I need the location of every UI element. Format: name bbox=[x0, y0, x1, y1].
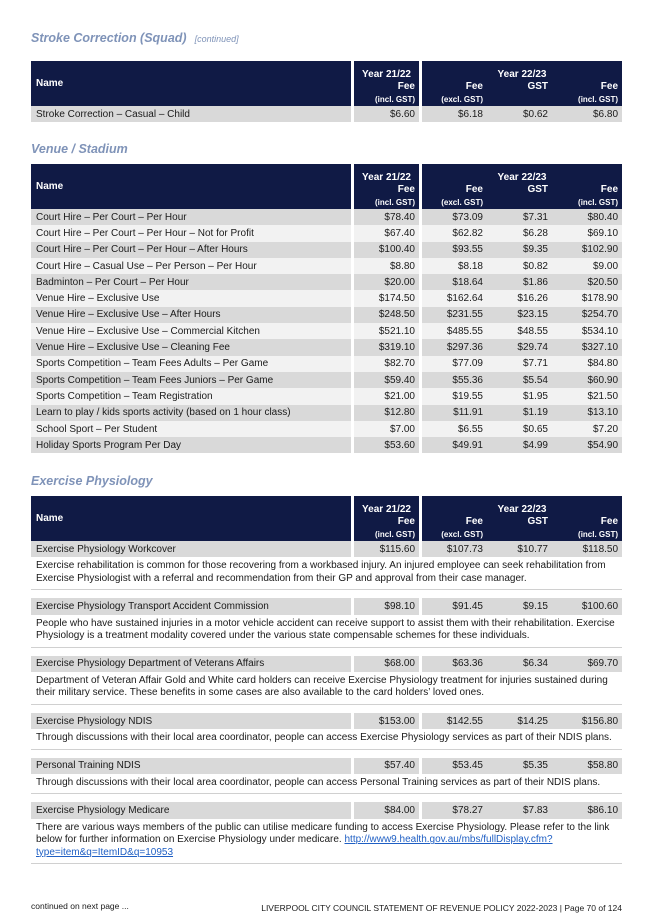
fee-table-exercise-physiology bbox=[31, 496, 622, 864]
gst-amount: $0.82 bbox=[487, 258, 552, 274]
table-row bbox=[31, 598, 622, 614]
fee-incl-gst-prev: $53.60 bbox=[351, 437, 419, 453]
header-gst: GST bbox=[487, 515, 552, 541]
fee-excl-gst: $55.36 bbox=[419, 372, 487, 388]
fee-incl-gst-prev: $57.40 bbox=[351, 758, 419, 774]
table-row bbox=[31, 225, 622, 241]
description-row bbox=[31, 615, 622, 648]
table-row bbox=[31, 290, 622, 306]
gst-amount: $1.19 bbox=[487, 405, 552, 421]
fee-excl-gst: $93.55 bbox=[419, 242, 487, 258]
row-name: Holiday Sports Program Per Day bbox=[31, 437, 351, 453]
table-row bbox=[31, 356, 622, 372]
fee-incl-gst: $9.00 bbox=[552, 258, 622, 274]
header-excl-gst: (excl. GST) bbox=[441, 198, 483, 207]
header-fee-excl bbox=[419, 183, 487, 209]
table-row bbox=[31, 388, 622, 404]
description-text: Through discussions with their local area coordinator, people can access Exercise Physiology services as part of their NDIS plans. bbox=[36, 732, 612, 744]
fee-excl-gst: $62.82 bbox=[419, 225, 487, 241]
fee-incl-gst-prev: $174.50 bbox=[351, 290, 419, 306]
fee-incl-gst-prev: $21.00 bbox=[351, 388, 419, 404]
fee-incl-gst: $156.80 bbox=[552, 713, 622, 729]
fee-incl-gst-prev: $7.00 bbox=[351, 421, 419, 437]
row-name: Venue Hire – Exclusive Use – Commercial Kitchen bbox=[31, 323, 351, 339]
section-title-text: Stroke Correction (Squad) bbox=[31, 31, 187, 45]
fee-excl-gst: $63.36 bbox=[419, 656, 487, 672]
section-title-exercise-physiology bbox=[31, 474, 153, 488]
fee-incl-gst-prev: $521.10 bbox=[351, 323, 419, 339]
table-row bbox=[31, 242, 622, 258]
header-gst: GST bbox=[487, 80, 552, 106]
header-fee-incl bbox=[552, 80, 622, 106]
row-spacer-cell bbox=[31, 648, 622, 656]
fee-excl-gst: $297.36 bbox=[419, 339, 487, 355]
fee-incl-gst-prev: $20.00 bbox=[351, 274, 419, 290]
fee-incl-gst-prev: $319.10 bbox=[351, 339, 419, 355]
row-spacer bbox=[31, 590, 622, 598]
fee-incl-gst: $58.80 bbox=[552, 758, 622, 774]
row-name: Court Hire – Per Court – Per Hour – After Hours bbox=[31, 242, 351, 258]
header-fee-label: Fee bbox=[397, 81, 415, 92]
continued-label: [continued] bbox=[194, 34, 239, 44]
gst-amount: $16.26 bbox=[487, 290, 552, 306]
header-fee-label: Fee bbox=[600, 516, 619, 527]
row-name: Personal Training NDIS bbox=[31, 758, 351, 774]
header-fee-label: Fee bbox=[397, 516, 415, 527]
fee-excl-gst: $18.64 bbox=[419, 274, 487, 290]
row-spacer bbox=[31, 794, 622, 802]
row-name: Venue Hire – Exclusive Use – Cleaning Fee bbox=[31, 339, 351, 355]
fee-excl-gst: $49.91 bbox=[419, 437, 487, 453]
row-name: Stroke Correction – Casual – Child bbox=[31, 106, 351, 122]
description-row bbox=[31, 729, 622, 750]
fee-incl-gst: $6.80 bbox=[552, 106, 622, 122]
header-gst: GST bbox=[487, 183, 552, 209]
fee-incl-gst-prev: $8.80 bbox=[351, 258, 419, 274]
description-row bbox=[31, 557, 622, 590]
fee-table-venue-stadium bbox=[31, 164, 622, 453]
section-title-venue-stadium bbox=[31, 142, 128, 156]
description-text: There are various ways members of the public can utilise medicare funding to access Exercise Physiology. Please refer to the link below for further information on Exercise Physiology under medicare. bbox=[36, 821, 610, 846]
table-row bbox=[31, 405, 622, 421]
fee-excl-gst: $53.45 bbox=[419, 758, 487, 774]
header-incl-gst: (incl. GST) bbox=[578, 198, 619, 207]
row-name: School Sport – Per Student bbox=[31, 421, 351, 437]
header-fee-incl-prev bbox=[351, 515, 419, 541]
fee-incl-gst: $7.20 bbox=[552, 421, 622, 437]
gst-amount: $9.15 bbox=[487, 598, 552, 614]
fee-excl-gst: $78.27 bbox=[419, 802, 487, 818]
table-row bbox=[31, 106, 622, 122]
fee-incl-gst: $54.90 bbox=[552, 437, 622, 453]
fee-excl-gst: $231.55 bbox=[419, 307, 487, 323]
row-name: Court Hire – Per Court – Per Hour bbox=[31, 209, 351, 225]
header-fee-label: Fee bbox=[465, 516, 483, 527]
row-name: Exercise Physiology Transport Accident Commission bbox=[31, 598, 351, 614]
header-year-curr: Year 22/23 bbox=[419, 496, 622, 515]
fee-incl-gst-prev: $84.00 bbox=[351, 802, 419, 818]
description-row bbox=[31, 672, 622, 705]
row-spacer bbox=[31, 705, 622, 713]
header-incl-gst: (incl. GST) bbox=[578, 530, 619, 539]
table-row bbox=[31, 437, 622, 453]
fee-incl-gst-prev: $59.40 bbox=[351, 372, 419, 388]
fee-incl-gst: $80.40 bbox=[552, 209, 622, 225]
fee-incl-gst: $102.90 bbox=[552, 242, 622, 258]
table-row bbox=[31, 274, 622, 290]
gst-amount: $4.99 bbox=[487, 437, 552, 453]
fee-excl-gst: $77.09 bbox=[419, 356, 487, 372]
header-incl-gst: (incl. GST) bbox=[375, 198, 415, 207]
fee-excl-gst: $142.55 bbox=[419, 713, 487, 729]
header-excl-gst: (excl. GST) bbox=[441, 530, 483, 539]
row-name: Exercise Physiology NDIS bbox=[31, 713, 351, 729]
fee-incl-gst-prev: $78.40 bbox=[351, 209, 419, 225]
fee-incl-gst-prev: $115.60 bbox=[351, 541, 419, 557]
header-fee-label: Fee bbox=[465, 81, 483, 92]
row-name: Venue Hire – Exclusive Use – After Hours bbox=[31, 307, 351, 323]
fee-excl-gst: $91.45 bbox=[419, 598, 487, 614]
table-row bbox=[31, 339, 622, 355]
fee-incl-gst: $69.10 bbox=[552, 225, 622, 241]
fee-incl-gst: $534.10 bbox=[552, 323, 622, 339]
fee-incl-gst: $86.10 bbox=[552, 802, 622, 818]
table-body-stroke-correction bbox=[31, 106, 622, 122]
description-text: Exercise rehabilitation is common for those recovering from a workbased injury. An injured employee can seek rehabilitation from Exercise Physiologist with a referral and recommendation from their GP and approval from their case manager. bbox=[36, 560, 606, 584]
header-fee-label: Fee bbox=[465, 184, 483, 195]
header-fee-incl-prev bbox=[351, 80, 419, 106]
header-fee-incl bbox=[552, 515, 622, 541]
footer-continued: continued on next page ... bbox=[31, 901, 129, 911]
header-year-curr: Year 22/23 bbox=[419, 61, 622, 80]
row-spacer bbox=[31, 648, 622, 656]
fee-excl-gst: $485.55 bbox=[419, 323, 487, 339]
fee-incl-gst-prev: $153.00 bbox=[351, 713, 419, 729]
header-name: Name bbox=[31, 496, 351, 541]
header-fee-excl bbox=[419, 515, 487, 541]
header-year-prev: Year 21/22 bbox=[351, 164, 419, 183]
fee-excl-gst: $73.09 bbox=[419, 209, 487, 225]
header-fee-incl-prev bbox=[351, 183, 419, 209]
fee-incl-gst: $13.10 bbox=[552, 405, 622, 421]
row-name: Exercise Physiology Workcover bbox=[31, 541, 351, 557]
fee-incl-gst-prev: $98.10 bbox=[351, 598, 419, 614]
row-name: Court Hire – Per Court – Per Hour – Not for Profit bbox=[31, 225, 351, 241]
fee-incl-gst: $69.70 bbox=[552, 656, 622, 672]
row-name: Badminton – Per Court – Per Hour bbox=[31, 274, 351, 290]
fee-incl-gst: $118.50 bbox=[552, 541, 622, 557]
medicare-info-link[interactable]: http://www9.health.gov.au/mbs/fullDisplay.cfm?type=item&q=ItemID&q=10953 bbox=[36, 834, 553, 858]
table-row bbox=[31, 802, 622, 818]
gst-amount: $7.71 bbox=[487, 356, 552, 372]
service-description bbox=[31, 672, 622, 705]
gst-amount: $6.28 bbox=[487, 225, 552, 241]
description-text: Through discussions with their local area coordinator, people can access Personal Training services as part of their NDIS plans. bbox=[36, 776, 601, 788]
header-fee-excl bbox=[419, 80, 487, 106]
fee-excl-gst: $8.18 bbox=[419, 258, 487, 274]
fee-incl-gst-prev: $12.80 bbox=[351, 405, 419, 421]
fee-incl-gst: $20.50 bbox=[552, 274, 622, 290]
row-name: Exercise Physiology Medicare bbox=[31, 802, 351, 818]
header-name: Name bbox=[31, 61, 351, 106]
table-row bbox=[31, 541, 622, 557]
table-row bbox=[31, 307, 622, 323]
header-excl-gst: (excl. GST) bbox=[441, 95, 483, 104]
gst-amount: $14.25 bbox=[487, 713, 552, 729]
gst-amount: $5.54 bbox=[487, 372, 552, 388]
fee-incl-gst-prev: $248.50 bbox=[351, 307, 419, 323]
gst-amount: $7.83 bbox=[487, 802, 552, 818]
header-fee-label: Fee bbox=[397, 184, 415, 195]
table-row bbox=[31, 758, 622, 774]
row-name: Learn to play / kids sports activity (based on 1 hour class) bbox=[31, 405, 351, 421]
gst-amount: $6.34 bbox=[487, 656, 552, 672]
gst-amount: $9.35 bbox=[487, 242, 552, 258]
header-year-curr: Year 22/23 bbox=[419, 164, 622, 183]
service-description bbox=[31, 729, 622, 750]
header-fee-label: Fee bbox=[600, 184, 619, 195]
service-description bbox=[31, 615, 622, 648]
gst-amount: $0.65 bbox=[487, 421, 552, 437]
service-description bbox=[31, 819, 622, 865]
fee-incl-gst: $327.10 bbox=[552, 339, 622, 355]
gst-amount: $10.77 bbox=[487, 541, 552, 557]
section-title-text: Exercise Physiology bbox=[31, 474, 153, 488]
gst-amount: $29.74 bbox=[487, 339, 552, 355]
row-spacer bbox=[31, 750, 622, 758]
table-row bbox=[31, 656, 622, 672]
description-text: People who have sustained injuries in a motor vehicle accident can receive support to assist them with their rehabilitation. Exercise Physiology is a treatment modality covered under the various state compensable schemes for these individuals. bbox=[36, 617, 615, 642]
row-spacer-cell bbox=[31, 750, 622, 758]
fee-incl-gst: $178.90 bbox=[552, 290, 622, 306]
row-spacer-cell bbox=[31, 794, 622, 802]
fee-incl-gst-prev: $82.70 bbox=[351, 356, 419, 372]
fee-incl-gst-prev: $68.00 bbox=[351, 656, 419, 672]
row-spacer-cell bbox=[31, 590, 622, 598]
fee-excl-gst: $6.55 bbox=[419, 421, 487, 437]
header-year-prev: Year 21/22 bbox=[351, 496, 419, 515]
header-year-prev: Year 21/22 bbox=[351, 61, 419, 80]
fee-excl-gst: $19.55 bbox=[419, 388, 487, 404]
row-name: Sports Competition – Team Fees Adults – Per Game bbox=[31, 356, 351, 372]
table-row bbox=[31, 713, 622, 729]
fee-excl-gst: $11.91 bbox=[419, 405, 487, 421]
service-description bbox=[31, 774, 622, 795]
gst-amount: $1.95 bbox=[487, 388, 552, 404]
service-description bbox=[31, 557, 622, 590]
table-row bbox=[31, 258, 622, 274]
table-body-venue-stadium bbox=[31, 209, 622, 453]
header-fee-label: Fee bbox=[600, 81, 619, 92]
table-row bbox=[31, 323, 622, 339]
gst-amount: $1.86 bbox=[487, 274, 552, 290]
fee-excl-gst: $162.64 bbox=[419, 290, 487, 306]
fee-incl-gst: $100.60 bbox=[552, 598, 622, 614]
fee-table-stroke-correction bbox=[31, 61, 622, 122]
fee-excl-gst: $107.73 bbox=[419, 541, 487, 557]
fee-incl-gst: $254.70 bbox=[552, 307, 622, 323]
row-name: Exercise Physiology Department of Veterans Affairs bbox=[31, 656, 351, 672]
row-name: Court Hire – Casual Use – Per Person – Per Hour bbox=[31, 258, 351, 274]
section-title-text: Venue / Stadium bbox=[31, 142, 128, 156]
description-row bbox=[31, 774, 622, 795]
table-row bbox=[31, 209, 622, 225]
row-name: Sports Competition – Team Fees Juniors – Per Game bbox=[31, 372, 351, 388]
header-incl-gst: (incl. GST) bbox=[375, 530, 415, 539]
header-incl-gst: (incl. GST) bbox=[375, 95, 415, 104]
row-name: Venue Hire – Exclusive Use bbox=[31, 290, 351, 306]
header-name: Name bbox=[31, 164, 351, 209]
gst-amount: $7.31 bbox=[487, 209, 552, 225]
description-text: Department of Veteran Affair Gold and White card holders can receive Exercise Physiology treatment for injuries sustained during their military service. These benefits in some cases are also available to the card holders’ loved ones. bbox=[36, 674, 608, 699]
table-row bbox=[31, 421, 622, 437]
gst-amount: $5.35 bbox=[487, 758, 552, 774]
header-incl-gst: (incl. GST) bbox=[578, 95, 619, 104]
table-body-exercise-physiology bbox=[31, 541, 622, 864]
fee-incl-gst-prev: $100.40 bbox=[351, 242, 419, 258]
fee-incl-gst: $21.50 bbox=[552, 388, 622, 404]
description-row bbox=[31, 819, 622, 865]
fee-incl-gst: $60.90 bbox=[552, 372, 622, 388]
gst-amount: $48.55 bbox=[487, 323, 552, 339]
section-title-stroke-correction bbox=[31, 31, 239, 45]
table-row bbox=[31, 372, 622, 388]
header-fee-incl bbox=[552, 183, 622, 209]
fee-incl-gst-prev: $67.40 bbox=[351, 225, 419, 241]
row-spacer-cell bbox=[31, 705, 622, 713]
row-name: Sports Competition – Team Registration bbox=[31, 388, 351, 404]
fee-incl-gst: $84.80 bbox=[552, 356, 622, 372]
fee-excl-gst: $6.18 bbox=[419, 106, 487, 122]
footer-page-info: LIVERPOOL CITY COUNCIL STATEMENT OF REVENUE POLICY 2022-2023 | Page 70 of 124 bbox=[261, 903, 622, 913]
gst-amount: $23.15 bbox=[487, 307, 552, 323]
fee-incl-gst-prev: $6.60 bbox=[351, 106, 419, 122]
gst-amount: $0.62 bbox=[487, 106, 552, 122]
